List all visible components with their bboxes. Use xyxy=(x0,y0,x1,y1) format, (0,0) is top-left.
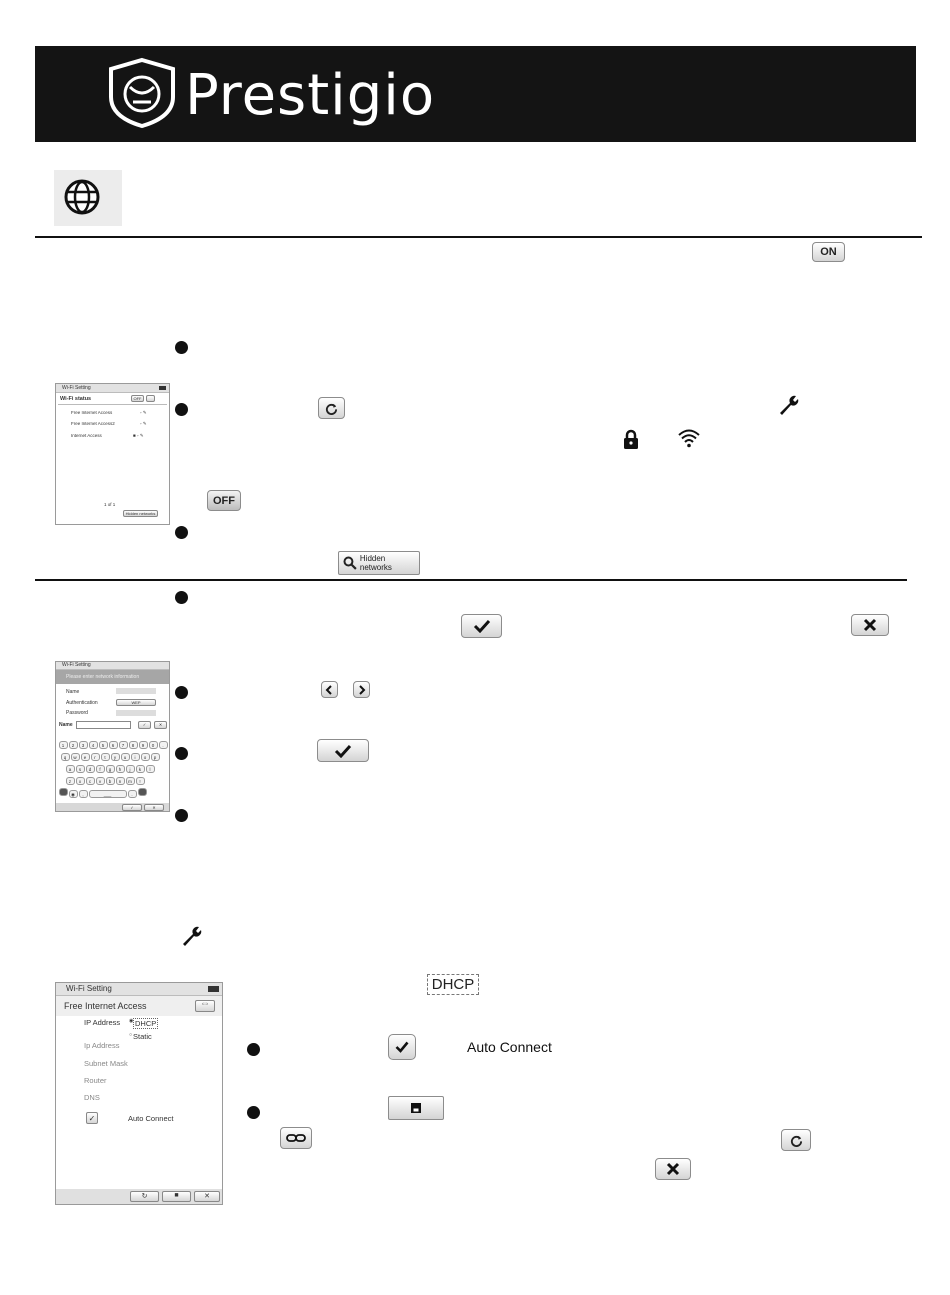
battery-icon xyxy=(208,986,219,992)
bullet xyxy=(247,1043,260,1056)
keyboard-key[interactable]: b xyxy=(106,777,115,785)
dhcp-option[interactable]: DHCP xyxy=(135,1019,157,1028)
save-button[interactable]: ■ xyxy=(162,1191,191,1202)
previous-button[interactable] xyxy=(321,681,338,698)
keyboard-key[interactable]: . xyxy=(159,741,168,749)
name-label: Name xyxy=(66,689,80,695)
keyboard-key[interactable]: 3 xyxy=(79,741,88,749)
save-button[interactable] xyxy=(388,1096,444,1120)
network-name: Free Internet Access xyxy=(64,1001,147,1011)
comma-key[interactable]: , xyxy=(79,790,88,798)
keyboard-key[interactable]: p xyxy=(151,753,160,761)
confirm-button[interactable] xyxy=(317,739,369,762)
refresh-button[interactable]: ↻ xyxy=(130,1191,159,1202)
link-icon xyxy=(286,1133,306,1143)
keyboard-key[interactable]: g xyxy=(106,765,115,773)
keyboard-key[interactable]: v xyxy=(96,777,105,785)
cancel-button[interactable] xyxy=(655,1158,691,1180)
radio-static[interactable]: ○ xyxy=(129,1032,133,1038)
cancel-button[interactable] xyxy=(851,614,889,636)
lang-key[interactable] xyxy=(138,788,147,796)
keyboard-key[interactable]: i xyxy=(131,753,140,761)
keyboard-key[interactable]: h xyxy=(116,765,125,773)
keyboard-key[interactable]: 7 xyxy=(119,741,128,749)
keyboard-key[interactable]: e xyxy=(81,753,90,761)
network-item[interactable]: Free Internet Access2 xyxy=(71,421,115,426)
cancel-button[interactable]: ✕ xyxy=(194,1191,220,1202)
auth-label: Authentication xyxy=(66,700,98,706)
keyboard-key[interactable]: z xyxy=(66,777,75,785)
symbol-key[interactable]: ◉ xyxy=(69,790,78,798)
bullet xyxy=(175,403,188,416)
bullet xyxy=(175,809,188,822)
keyboard-key[interactable]: k xyxy=(136,765,145,773)
ok-key[interactable]: ✓ xyxy=(138,721,151,729)
refresh-button[interactable] xyxy=(781,1129,811,1151)
auto-connect-checkbox[interactable]: ✓ xyxy=(86,1112,98,1124)
keyboard-key[interactable]: m xyxy=(126,777,135,785)
space-key[interactable]: ___ xyxy=(89,790,127,798)
signal-wrench-icons: ◦ ✎ xyxy=(140,410,147,415)
battery-icon xyxy=(159,386,166,390)
brand-name: Prestigio xyxy=(185,63,436,128)
refresh-icon xyxy=(325,402,338,415)
page-indicator: 1 of 1 xyxy=(104,502,116,507)
checkmark-icon xyxy=(334,744,352,758)
wifi-off-toggle[interactable]: OFF xyxy=(131,395,144,402)
section-rule xyxy=(35,236,922,238)
keyboard-key[interactable]: u xyxy=(121,753,130,761)
keyboard-key[interactable]: x xyxy=(76,777,85,785)
keyboard-row xyxy=(60,753,160,761)
wifi-list-screenshot xyxy=(55,383,170,525)
cancel-key[interactable]: ✕ xyxy=(154,721,167,729)
screenshot-title: Wi-Fi Setting xyxy=(56,983,222,996)
on-button[interactable]: ON xyxy=(812,242,845,262)
globe-icon xyxy=(64,179,100,215)
auth-selector[interactable]: WEP xyxy=(116,699,156,706)
wrench-icon[interactable] xyxy=(776,393,800,417)
connect-button[interactable] xyxy=(280,1127,312,1149)
password-label: Password xyxy=(66,710,88,716)
keyboard-key[interactable]: t xyxy=(101,753,110,761)
keyboard-key[interactable]: 5 xyxy=(99,741,108,749)
divider xyxy=(58,404,167,405)
off-button[interactable]: OFF xyxy=(207,490,241,511)
signal-wrench-icons: ◦ ✎ xyxy=(140,421,147,426)
network-entry-screenshot xyxy=(55,661,170,812)
wrench-icon[interactable] xyxy=(178,924,204,948)
screenshot-title: Wi-Fi Setting xyxy=(56,662,169,670)
screenshot-title: Wi-Fi Setting xyxy=(56,384,169,393)
wifi-status-label: Wi-Fi status xyxy=(60,396,92,402)
field-label: Name xyxy=(59,722,73,728)
keyboard-key[interactable]: l xyxy=(146,765,155,773)
keyboard-key[interactable]: 9 xyxy=(139,741,148,749)
prestigio-logo-icon xyxy=(103,57,181,129)
bullet xyxy=(175,686,188,699)
keyboard-row xyxy=(65,765,155,773)
ip-address-label: IP Address xyxy=(84,1018,121,1027)
period-key[interactable]: . xyxy=(128,790,137,798)
auto-connect-label: Auto Connect xyxy=(128,1114,174,1123)
hidden-networks-label: Hidden networks xyxy=(359,554,392,572)
chevron-right-icon xyxy=(357,685,366,695)
radio-dhcp[interactable]: ◉ xyxy=(129,1018,134,1024)
refresh-icon xyxy=(790,1134,803,1147)
keyboard-key[interactable]: f xyxy=(96,765,105,773)
hidden-networks-button[interactable] xyxy=(338,551,420,575)
keyboard-key[interactable]: y xyxy=(111,753,120,761)
keyboard-key[interactable]: ! xyxy=(136,777,145,785)
next-button[interactable] xyxy=(353,681,370,698)
keyboard-key[interactable]: a xyxy=(66,765,75,773)
search-icon xyxy=(343,556,357,570)
bullet xyxy=(175,341,188,354)
dhcp-label: DHCP xyxy=(427,974,479,995)
keyboard-key[interactable]: 8 xyxy=(129,741,138,749)
ip-field-label: Ip Address xyxy=(84,1041,120,1050)
keyboard-key[interactable]: c xyxy=(86,777,95,785)
ok-button[interactable]: ✓ xyxy=(122,804,142,811)
lock-signal-wrench-icons: ■ ◦ ✎ xyxy=(133,433,144,438)
keyboard-key[interactable]: d xyxy=(86,765,95,773)
text-input[interactable] xyxy=(76,721,131,729)
keyboard-key[interactable]: 0 xyxy=(149,741,158,749)
keyboard-key[interactable]: 2 xyxy=(69,741,78,749)
keyboard-key[interactable]: 4 xyxy=(89,741,98,749)
subnet-label: Subnet Mask xyxy=(84,1059,128,1068)
cancel-button[interactable]: ✕ xyxy=(144,804,164,811)
bullet xyxy=(175,526,188,539)
bullet xyxy=(175,747,188,760)
wifi-signal-icon xyxy=(677,428,701,448)
keyboard-key[interactable]: o xyxy=(141,753,150,761)
keyboard-key[interactable]: j xyxy=(126,765,135,773)
auto-connect-label: Auto Connect xyxy=(467,1039,552,1055)
network-item[interactable]: Internet Access xyxy=(71,433,102,438)
keyboard-key[interactable]: r xyxy=(91,753,100,761)
name-field[interactable] xyxy=(116,688,156,694)
keyboard-key[interactable]: 1 xyxy=(59,741,68,749)
chevron-left-icon xyxy=(325,685,334,695)
keyboard-key[interactable]: 6 xyxy=(109,741,118,749)
keyboard-key[interactable]: n xyxy=(116,777,125,785)
connect-button[interactable]: ⊂⊃ xyxy=(195,1000,215,1012)
lock-icon xyxy=(622,429,640,450)
entry-prompt: Please enter network information xyxy=(56,670,170,684)
refresh-button[interactable] xyxy=(318,397,345,419)
save-icon xyxy=(410,1102,422,1114)
hidden-networks-mini-button[interactable]: Hidden networks xyxy=(123,510,158,517)
checkmark-icon xyxy=(395,1041,409,1053)
section-rule xyxy=(35,579,907,581)
auto-connect-checkbox[interactable] xyxy=(388,1034,416,1060)
keyboard-row xyxy=(58,741,168,749)
close-icon xyxy=(863,618,877,632)
keyboard-row xyxy=(58,788,147,798)
checkmark-icon xyxy=(473,619,491,633)
close-icon xyxy=(666,1162,680,1176)
bullet xyxy=(247,1106,260,1119)
network-detail-screenshot xyxy=(55,982,223,1205)
keyboard-key[interactable]: q xyxy=(61,753,70,761)
shift-key[interactable] xyxy=(59,788,68,796)
bullet xyxy=(175,591,188,604)
keyboard-key[interactable]: s xyxy=(76,765,85,773)
confirm-button[interactable] xyxy=(461,614,502,638)
refresh-button[interactable] xyxy=(146,395,155,402)
keyboard-key[interactable]: w xyxy=(71,753,80,761)
static-option[interactable]: Static xyxy=(133,1032,152,1041)
router-label: Router xyxy=(84,1076,107,1085)
keyboard-row xyxy=(65,777,145,785)
dns-label: DNS xyxy=(84,1093,100,1102)
network-item[interactable]: Free Internet Access xyxy=(71,410,113,415)
password-field[interactable] xyxy=(116,710,156,716)
